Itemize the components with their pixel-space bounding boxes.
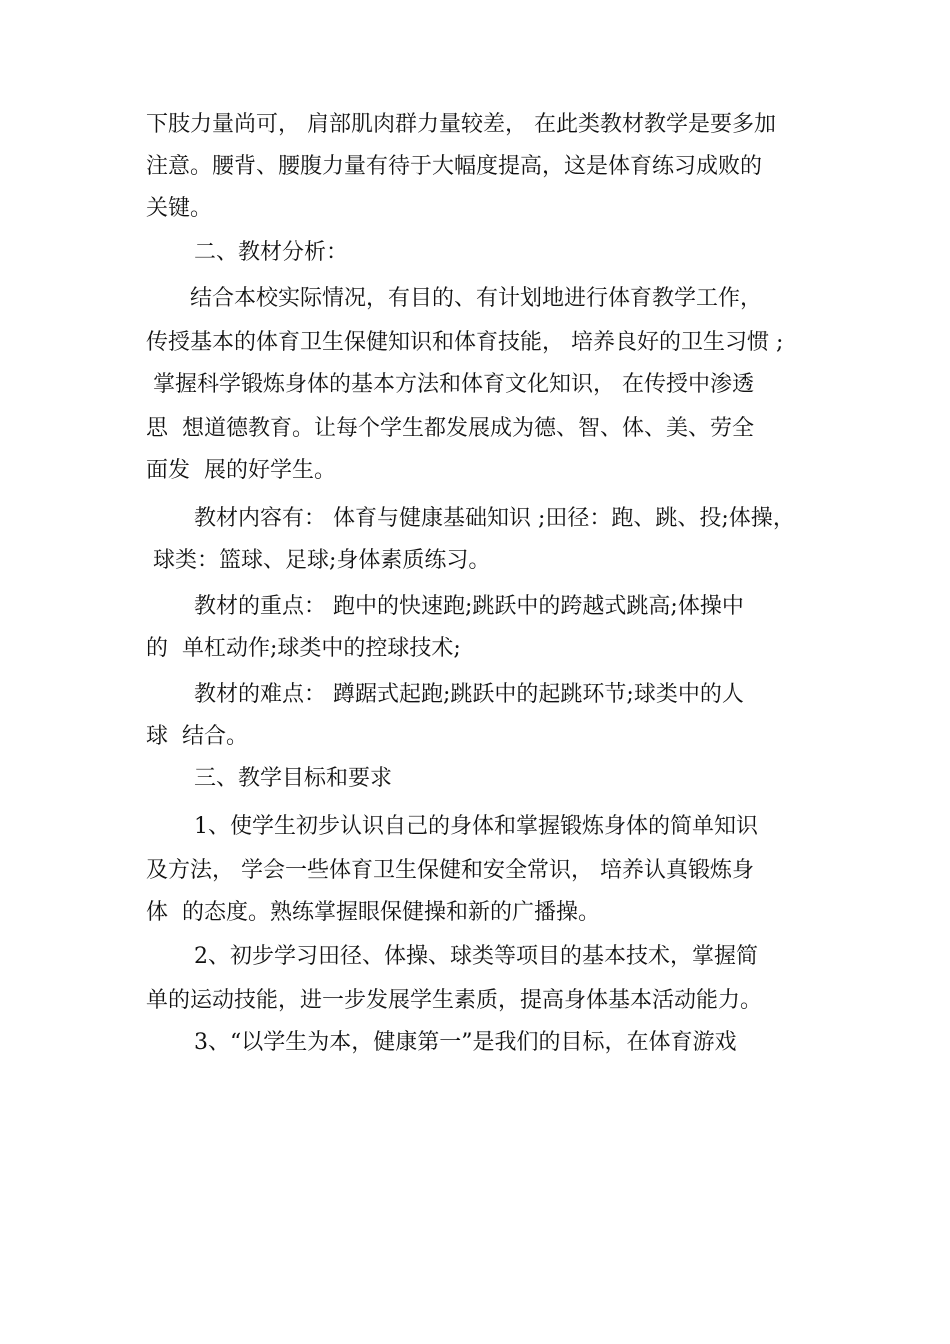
- text-line: 掌握科学锻炼身体的基本方法和体育文化知识， 在传授中渗透: [146, 372, 754, 397]
- text-line: 及方法， 学会一些体育卫生保健和安全常识， 培养认真锻炼身: [146, 858, 754, 883]
- text-line: 球 结合。: [146, 724, 248, 749]
- text-line: 思 想道德教育。让每个学生都发展成为德、智、体、美、劳全: [146, 416, 754, 441]
- text-line: 教材的重点： 跑中的快速跑;跳跃中的跨越式跳高;体操中: [194, 594, 744, 619]
- section-heading: 三、教学目标和要求: [194, 766, 393, 791]
- text-line: 教材的难点： 蹲踞式起跑;跳跃中的起跳环节;球类中的人: [194, 682, 744, 707]
- text-line: 注意。腰背、腰腹力量有待于大幅度提高，这是体育练习成败的: [146, 154, 763, 179]
- text-line: 下肢力量尚可， 肩部肌肉群力量较差， 在此类教材教学是要多加: [146, 112, 776, 137]
- text-line: 1、使学生初步认识自己的身体和掌握锻炼身体的简单知识: [194, 814, 758, 839]
- text-line: 2、初步学习田径、体操、球类等项目的基本技术，掌握简: [194, 944, 758, 969]
- text-line: 关键。: [146, 196, 213, 221]
- text-line: 单的运动技能，进一步发展学生素质，提高身体基本活动能力。: [146, 988, 763, 1013]
- text-line: 的 单杠动作;球类中的控球技术;: [146, 636, 461, 661]
- text-line: 球类：篮球、足球;身体素质练习。: [146, 548, 491, 573]
- text-line: 教材内容有： 体育与健康基础知识 ;田径：跑、跳、投;体操，: [194, 506, 795, 531]
- text-line: 体 的态度。熟练掌握眼保健操和新的广播操。: [146, 900, 600, 925]
- text-line: 3、“以学生为本，健康第一”是我们的目标，在体育游戏: [194, 1030, 737, 1055]
- section-heading: 二、教材分析：: [194, 240, 349, 265]
- text-line: 结合本校实际情况，有目的、有计划地进行体育教学工作，: [190, 286, 763, 311]
- text-line: 面发 展的好学生。: [146, 458, 336, 483]
- text-line: 传授基本的体育卫生保健知识和体育技能， 培养良好的卫生习惯 ;: [146, 330, 784, 355]
